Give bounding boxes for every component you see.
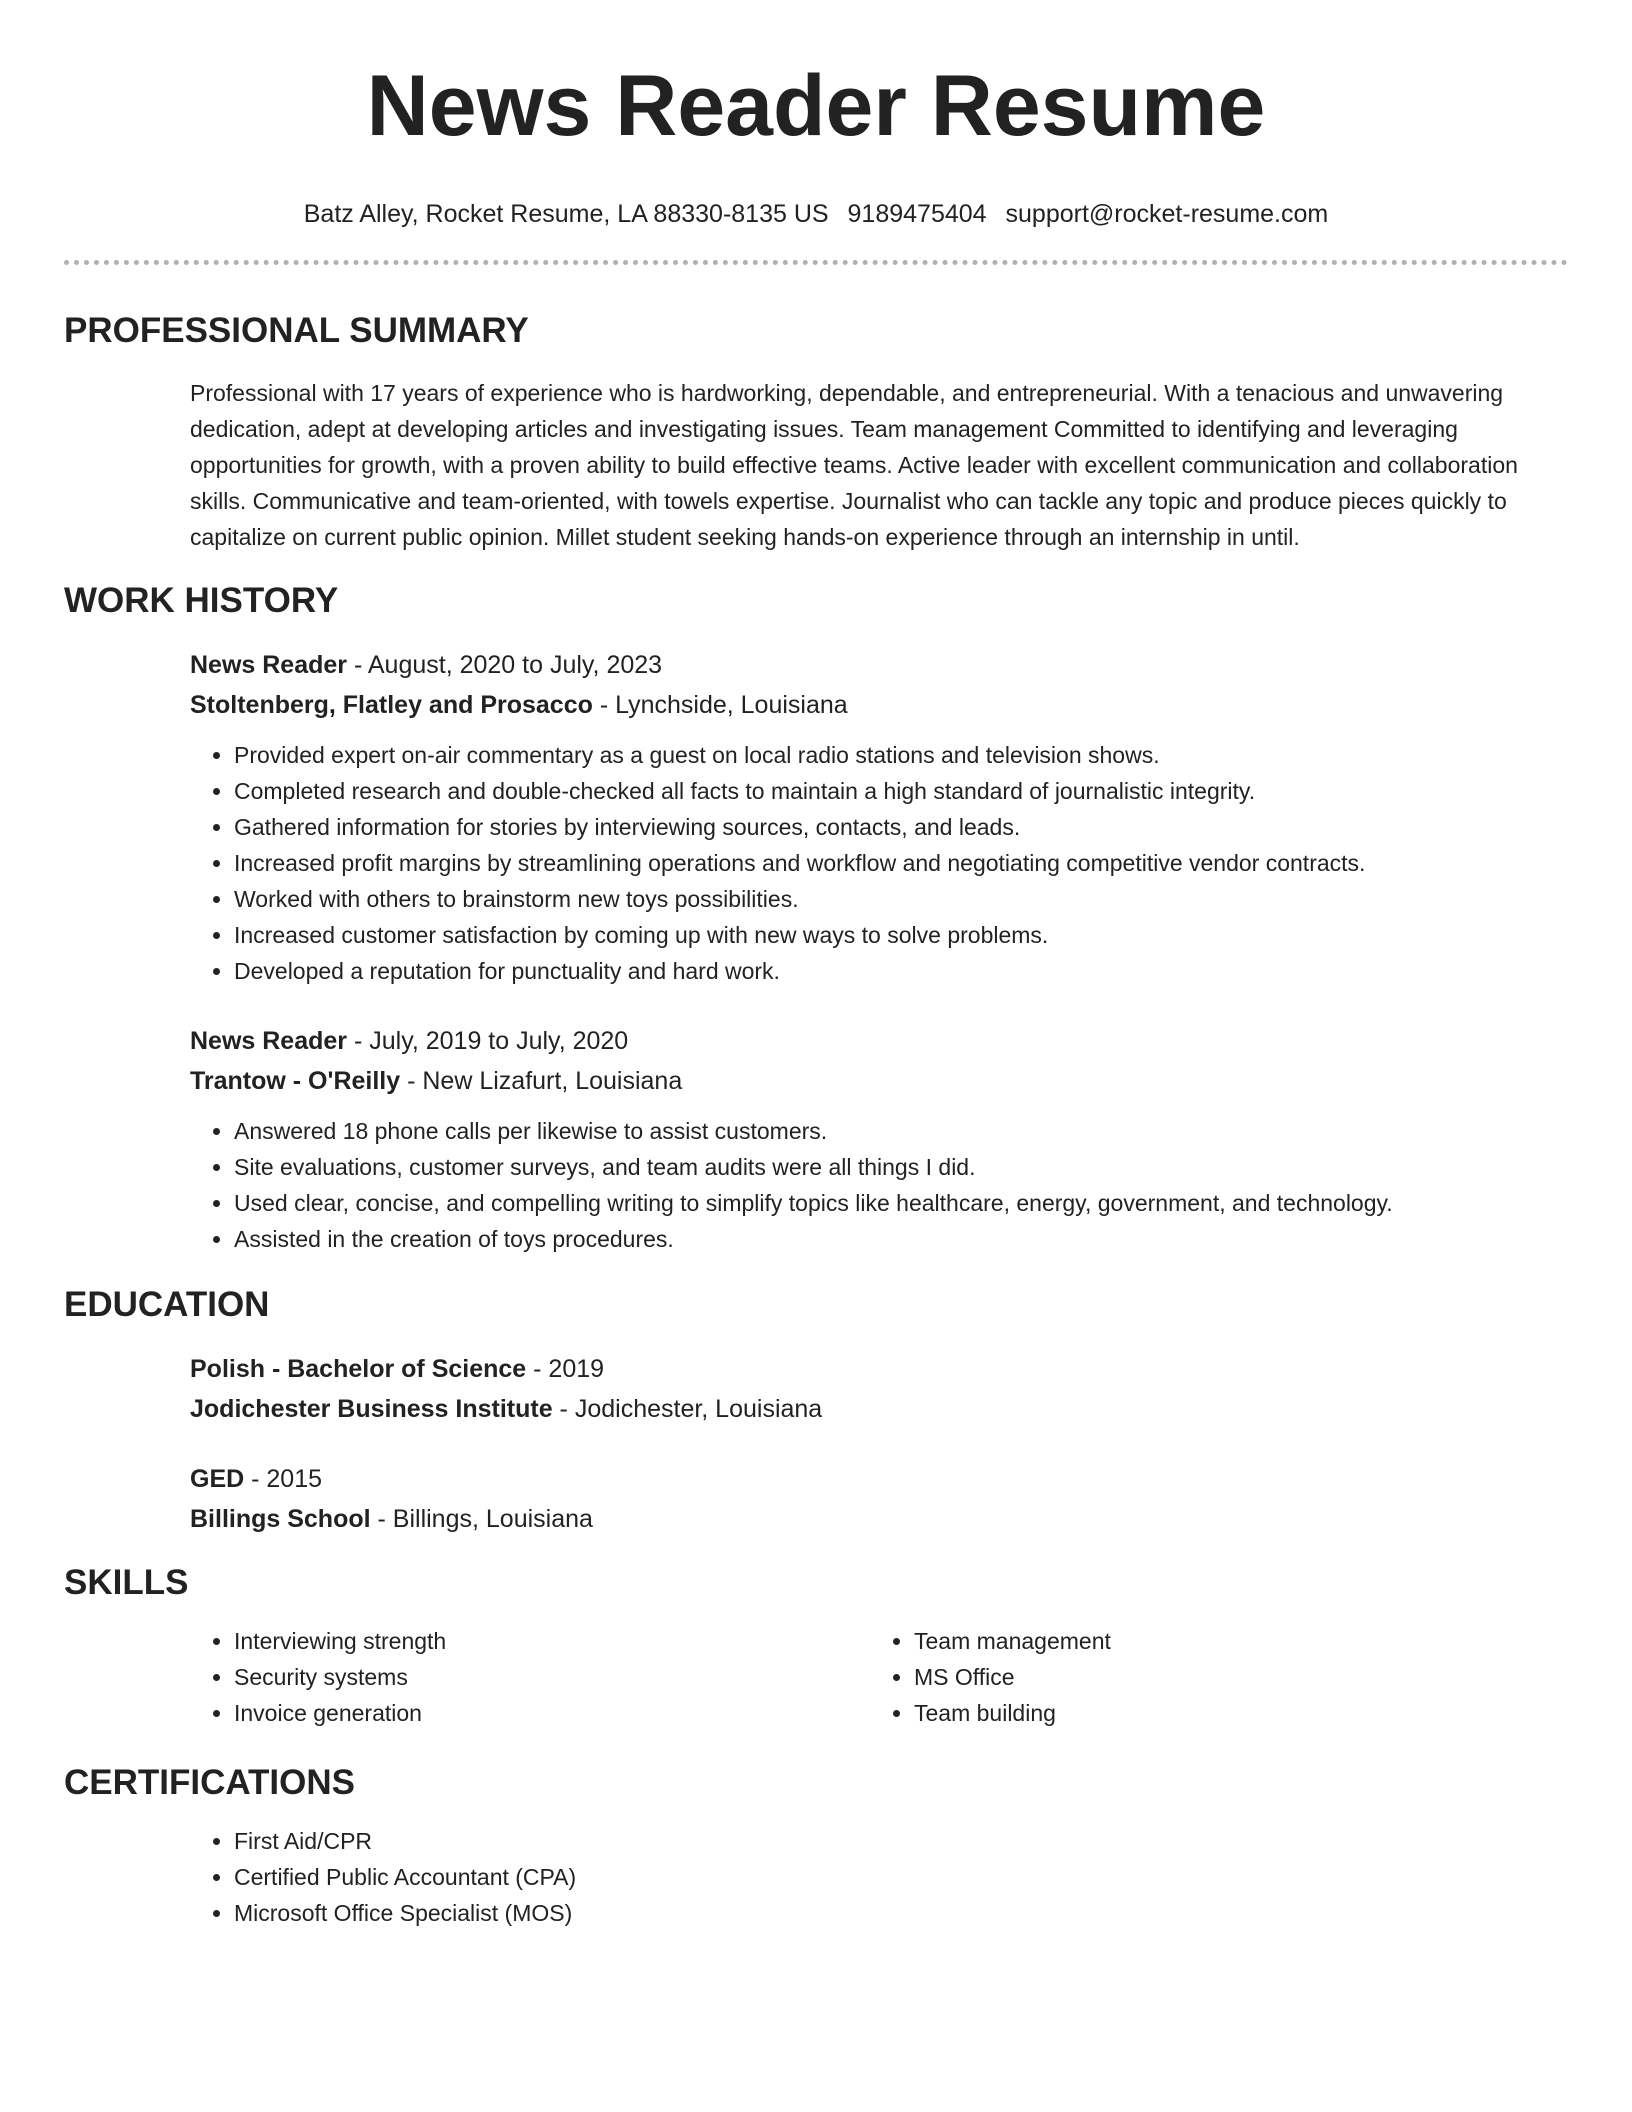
certifications-body — [64, 1823, 1568, 1931]
list-item: • Used clear, concise, and compelling writing to simplify topics like healthcare, energy, government, and technology. — [234, 1185, 1568, 1221]
job-company-line — [190, 685, 1568, 725]
certification-item: • Certified Public Accountant (CPA) — [234, 1859, 1568, 1895]
certifications-list — [190, 1823, 1568, 1931]
certification-item: • First Aid/CPR — [234, 1823, 1568, 1859]
degree: GED — [190, 1465, 245, 1493]
summary-text: Professional with 17 years of experience who is hardworking, dependable, and entrepreneurial. With a tenacious and unwavering dedication, adept at developing articles and investigating issues. Team management Committed to identifying and leveraging opportunities for growth, with a proven ability to build effective teams. Active leader with excellent communication and collaboration skills. Communicative and team-oriented, with towels expertise. Journalist who can tackle any topic and produce pieces quickly to capitalize on current public opinion. Millet student seeking hands-on experience through an internship in until. — [190, 380, 1518, 550]
job-company-line — [190, 1061, 1568, 1101]
degree: Polish - Bachelor of Science — [190, 1355, 527, 1383]
summary-body — [64, 375, 1568, 555]
job-title: News Reader — [190, 651, 348, 679]
education-heading: EDUCATION — [64, 1285, 270, 1324]
school-location: - Jodichester, Louisiana — [552, 1395, 823, 1423]
skills-right-list — [870, 1623, 1568, 1731]
degree-year: - 2015 — [244, 1465, 323, 1493]
job-bullets — [190, 1113, 1568, 1257]
school: Jodichester Business Institute — [190, 1395, 553, 1423]
work-section — [64, 579, 1568, 1257]
job-entry — [64, 645, 1568, 989]
header-divider — [64, 260, 1568, 265]
summary-heading: PROFESSIONAL SUMMARY — [64, 311, 529, 350]
job-dates: - July, 2019 to July, 2020 — [347, 1027, 629, 1055]
job-company: Stoltenberg, Flatley and Prosacco — [190, 691, 593, 719]
job-dates: - August, 2020 to July, 2023 — [347, 651, 663, 679]
degree-line — [190, 1459, 1568, 1499]
school: Billings School — [190, 1505, 371, 1533]
skill-item: • MS Office — [914, 1659, 1568, 1695]
skills-grid — [64, 1623, 1568, 1731]
work-heading: WORK HISTORY — [64, 581, 339, 620]
degree-year: - 2019 — [526, 1355, 605, 1383]
list-item: • Increased profit margins by streamlining operations and workflow and negotiating competitive vendor contracts. — [234, 845, 1568, 881]
skill-item: • Team management — [914, 1623, 1568, 1659]
skills-heading: SKILLS — [64, 1563, 189, 1602]
job-entry — [64, 1021, 1568, 1257]
list-item: • Site evaluations, customer surveys, and team audits were all things I did. — [234, 1149, 1568, 1185]
contact-phone: 9189475404 — [847, 200, 987, 228]
school-line — [190, 1389, 1568, 1429]
job-title-line — [190, 645, 1568, 685]
skills-left-list — [190, 1623, 870, 1731]
page-title: News Reader Resume — [366, 58, 1266, 154]
list-item: • Increased customer satisfaction by coming up with new ways to solve problems. — [234, 917, 1568, 953]
school-location: - Billings, Louisiana — [370, 1505, 593, 1533]
list-item: • Answered 18 phone calls per likewise to assist customers. — [234, 1113, 1568, 1149]
skills-section — [64, 1561, 1568, 1731]
contact-email: support@rocket-resume.com — [1005, 200, 1329, 228]
certification-item: • Microsoft Office Specialist (MOS) — [234, 1895, 1568, 1931]
job-company: Trantow - O'Reilly — [190, 1067, 401, 1095]
job-location: - Lynchside, Louisiana — [592, 691, 848, 719]
list-item: • Worked with others to brainstorm new toys possibilities. — [234, 881, 1568, 917]
education-entry — [64, 1459, 1568, 1539]
job-bullets — [190, 737, 1568, 989]
degree-line — [190, 1349, 1568, 1389]
education-section — [64, 1283, 1568, 1539]
education-entry — [64, 1349, 1568, 1429]
contact-address: Batz Alley, Rocket Resume, LA 88330-8135 US — [303, 200, 829, 228]
skill-item: • Team building — [914, 1695, 1568, 1731]
list-item: • Assisted in the creation of toys procedures. — [234, 1221, 1568, 1257]
certifications-heading: CERTIFICATIONS — [64, 1763, 356, 1802]
list-item: • Developed a reputation for punctuality and hard work. — [234, 953, 1568, 989]
skill-item: • Interviewing strength — [234, 1623, 870, 1659]
school-line — [190, 1499, 1568, 1539]
contact-line — [64, 198, 1568, 230]
job-title: News Reader — [190, 1027, 348, 1055]
skill-item: • Security systems — [234, 1659, 870, 1695]
list-item: • Provided expert on-air commentary as a guest on local radio stations and television shows. — [234, 737, 1568, 773]
summary-section — [64, 309, 1568, 555]
skill-item: • Invoice generation — [234, 1695, 870, 1731]
certifications-section — [64, 1761, 1568, 1931]
job-location: - New Lizafurt, Louisiana — [400, 1067, 683, 1095]
list-item: • Gathered information for stories by interviewing sources, contacts, and leads. — [234, 809, 1568, 845]
list-item: • Completed research and double-checked all facts to maintain a high standard of journalistic integrity. — [234, 773, 1568, 809]
job-title-line — [190, 1021, 1568, 1061]
